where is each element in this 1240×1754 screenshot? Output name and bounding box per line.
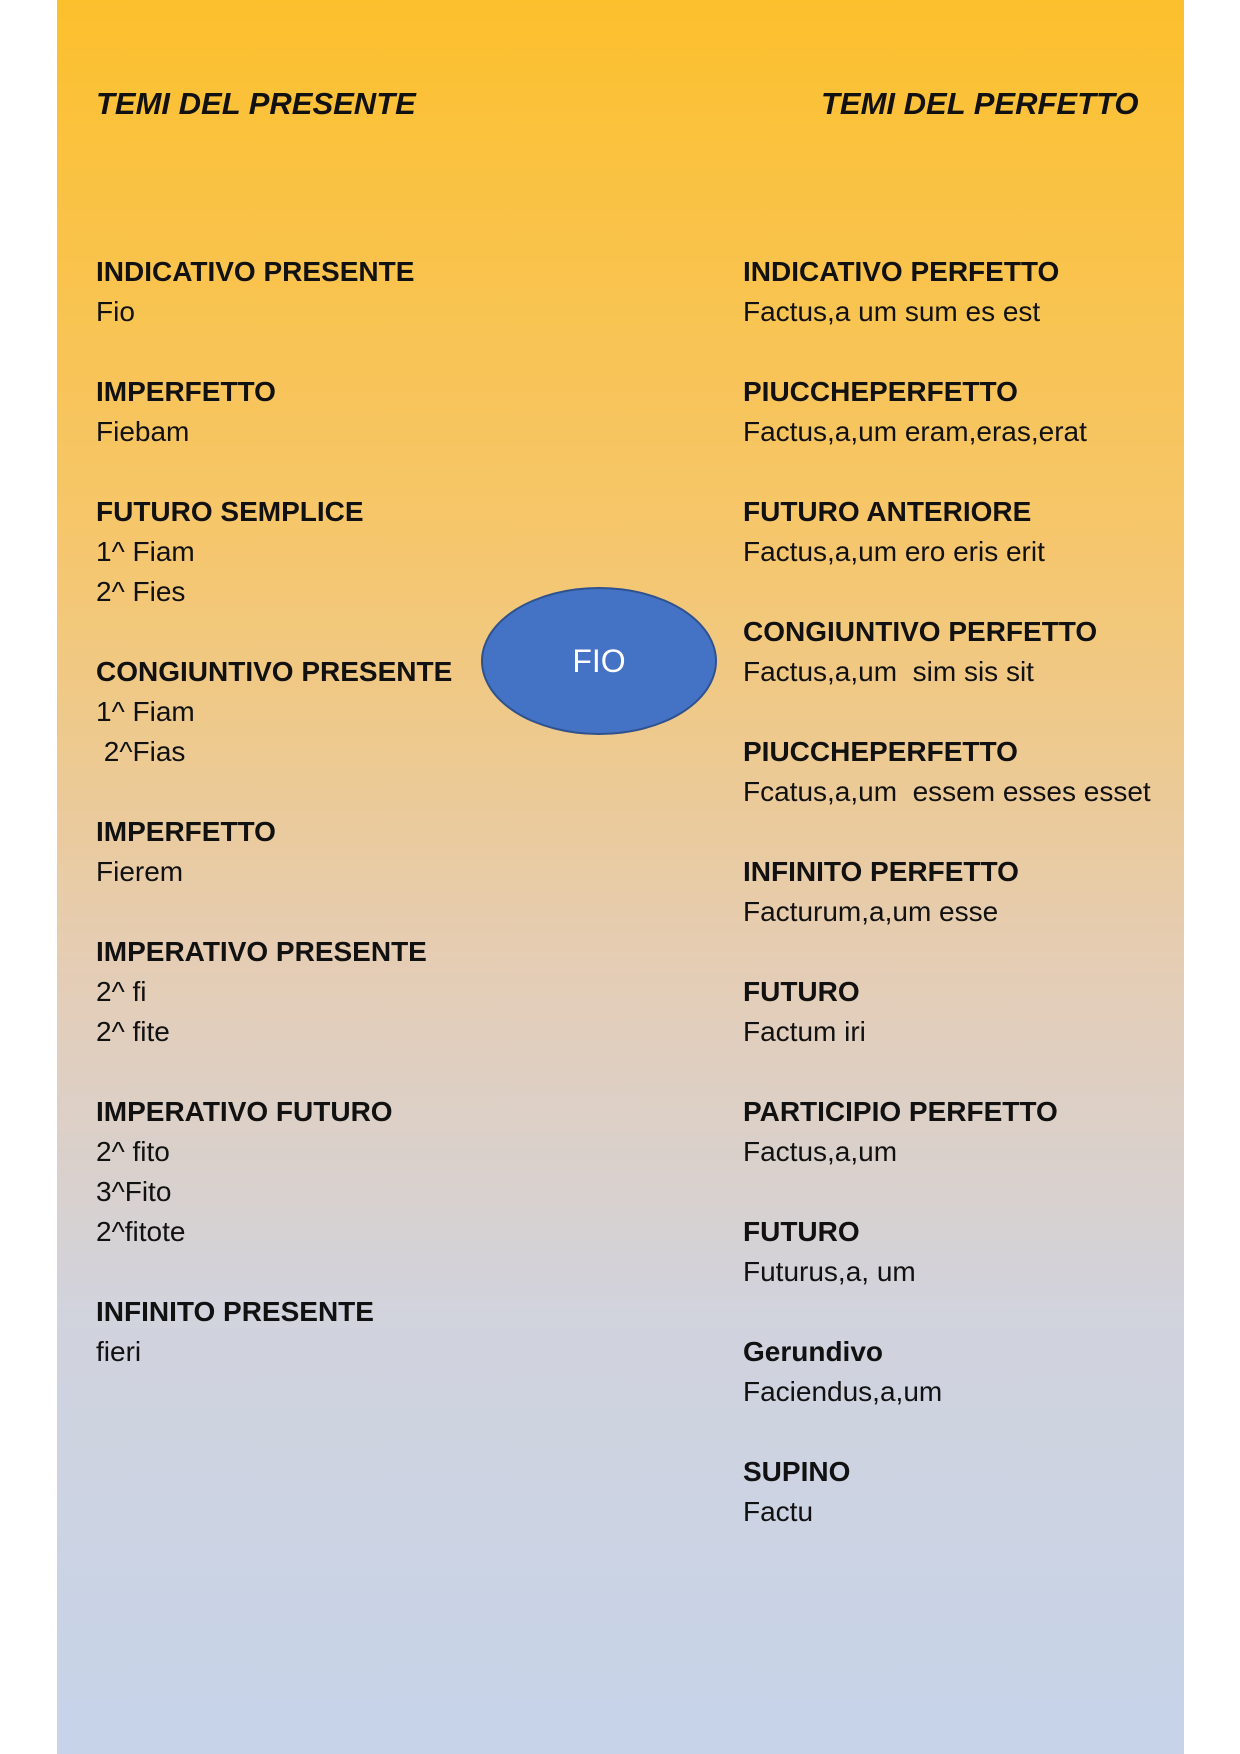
present-section (96, 1092, 486, 1252)
document-page (57, 0, 1184, 1754)
perfect-section (743, 612, 1179, 692)
perfect-section (743, 252, 1179, 332)
present-section-form: 2^Fias (96, 736, 186, 767)
perfect-section (743, 852, 1179, 932)
perfect-section-form: Futurus,a, um (743, 1256, 916, 1287)
present-section-title: FUTURO SEMPLICE (96, 496, 364, 527)
present-section-form: 2^ fite (96, 1016, 170, 1047)
perfect-section (743, 1452, 1179, 1532)
perfect-section (743, 372, 1179, 452)
present-section (96, 492, 486, 612)
header-temi-del-perfetto: TEMI DEL PERFETTO (821, 86, 1139, 121)
present-section-title: IMPERFETTO (96, 816, 276, 847)
present-section (96, 932, 486, 1052)
perfect-section-title: Gerundivo (743, 1336, 884, 1367)
present-section-form: 3^Fito (96, 1176, 172, 1207)
perfect-section (743, 1092, 1179, 1172)
present-section-title: INFINITO PRESENTE (96, 1296, 374, 1327)
perfect-section-form: Factu (743, 1496, 814, 1527)
present-section (96, 252, 486, 332)
perfect-section-title: FUTURO (743, 976, 860, 1007)
center-verb-label: FIO (572, 642, 626, 679)
perfect-section-title: FUTURO (743, 1216, 860, 1247)
perfect-section-title: INDICATIVO PERFETTO (743, 256, 1060, 287)
present-section-form: 2^ fi (96, 976, 147, 1007)
center-verb-oval (481, 587, 717, 735)
perfect-section-title: SUPINO (743, 1456, 851, 1487)
present-section (96, 372, 486, 452)
perfect-section-title: CONGIUNTIVO PERFETTO (743, 616, 1098, 647)
present-section-title: INDICATIVO PRESENTE (96, 256, 415, 287)
present-section-title: IMPERFETTO (96, 376, 276, 407)
perfect-section (743, 1212, 1179, 1292)
present-section-form: Fiebam (96, 416, 190, 447)
present-section-form: fieri (96, 1336, 142, 1367)
present-section-title: CONGIUNTIVO PRESENTE (96, 656, 453, 687)
present-section-title: IMPERATIVO PRESENTE (96, 936, 427, 967)
perfect-section-form: Faciendus,a,um (743, 1376, 943, 1407)
perfect-section-title: FUTURO ANTERIORE (743, 496, 1032, 527)
present-section (96, 1292, 486, 1372)
present-section-form: 1^ Fiam (96, 696, 195, 727)
header-temi-del-presente: TEMI DEL PRESENTE (96, 86, 416, 121)
perfect-section-form: Fcatus,a,um essem esses esset (743, 776, 1151, 807)
perfect-section (743, 1332, 1179, 1412)
present-section-title: IMPERATIVO FUTURO (96, 1096, 393, 1127)
perfect-section-form: Factus,a,um (743, 1136, 898, 1167)
present-section (96, 812, 486, 892)
present-section-form: 2^fitote (96, 1216, 186, 1247)
perfect-section-title: PIUCCHEPERFETTO (743, 736, 1018, 767)
perfect-section-form: Factus,a,um sim sis sit (743, 656, 1034, 687)
perfect-section (743, 732, 1179, 812)
present-section-form: 1^ Fiam (96, 536, 195, 567)
perfect-section-form: Factus,a,um ero eris erit (743, 536, 1045, 567)
perfect-section-title: PARTICIPIO PERFETTO (743, 1096, 1058, 1127)
perfect-section-title: INFINITO PERFETTO (743, 856, 1019, 887)
present-section-form: Fierem (96, 856, 184, 887)
perfect-section-title: PIUCCHEPERFETTO (743, 376, 1018, 407)
present-tense-column (96, 252, 486, 1412)
perfect-section-form: Factus,a um sum es est (743, 296, 1041, 327)
present-section-form: 2^ Fies (96, 576, 186, 607)
present-section-form: Fio (96, 296, 135, 327)
perfect-section-form: Factum iri (743, 1016, 866, 1047)
perfect-tense-column (743, 252, 1179, 1572)
perfect-section (743, 972, 1179, 1052)
perfect-section-form: Facturum,a,um esse (743, 896, 999, 927)
perfect-section (743, 492, 1179, 572)
perfect-section-form: Factus,a,um eram,eras,erat (743, 416, 1087, 447)
present-section (96, 652, 486, 772)
present-section-form: 2^ fito (96, 1136, 170, 1167)
